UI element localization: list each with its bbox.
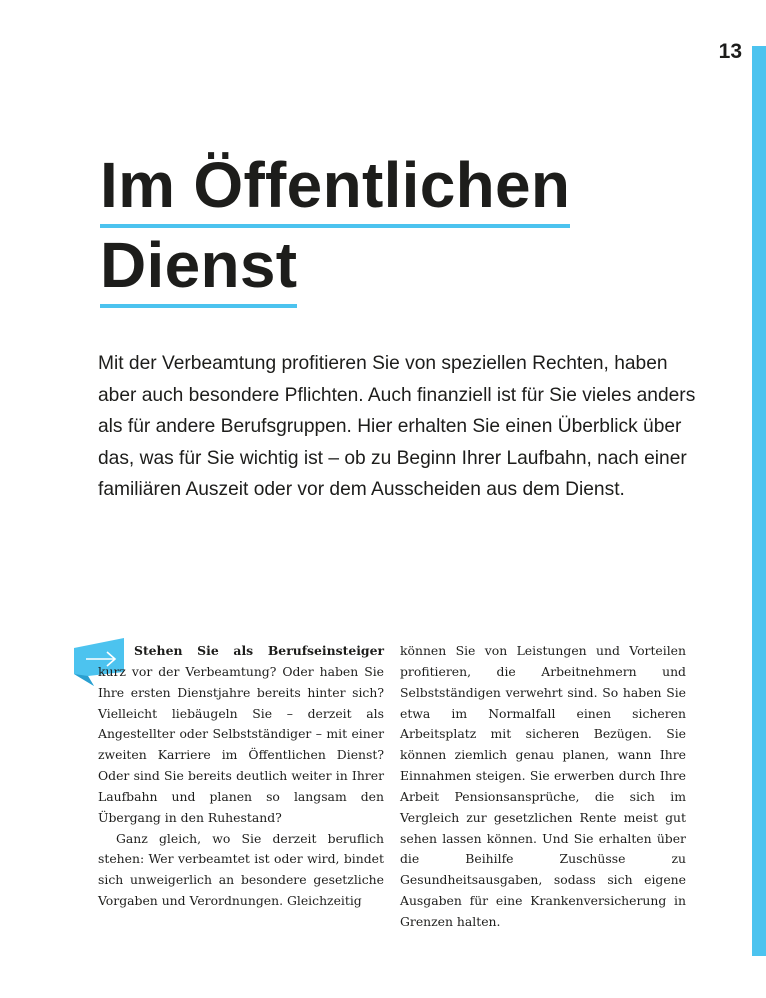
chapter-title-line-1: Im Öffentlichen: [100, 148, 570, 228]
body-paragraph-1: [98, 641, 384, 829]
page-number: 13: [718, 40, 742, 63]
chapter-title: [100, 148, 570, 308]
lead-in-text: Stehen Sie als Berufseinsteiger: [134, 643, 384, 658]
side-accent-bar: [752, 46, 766, 956]
intro-paragraph: Mit der Verbeamtung profitieren Sie von speziellen Rechten, haben aber auch besondere Pflichten. Auch finanziell ist für Sie vieles anders als für andere Berufsgruppen. Hier erhalten Sie einen Überblick über das, was für Sie wichtig ist – ob zu Beginn Ihrer Laufbahn, nach einer familiären Auszeit oder vor dem Ausscheiden aus dem Dienst.: [98, 353, 696, 501]
chapter-title-line-2: Dienst: [100, 228, 297, 308]
body-paragraph-1-text: kurz vor der Verbeamtung? Oder haben Sie Ihre ersten Dienstjahre bereits hinter sich? Vielleicht liebäugeln Sie – derzeit als Angestellter oder Selbstständiger – mit einer zweiten Karriere im Öffentlichen Dienst? Oder sind Sie bereits deutlich weiter in Ihrer Laufbahn und planen so langsam den Übergang in den Ruhestand?: [98, 663, 384, 825]
body-paragraph-2-continued: können Sie von Leistungen und Vorteilen profitieren, die Arbeitnehmern und Selbstständigen verwehrt sind. So haben Sie etwa im Normalfall einen sicheren Arbeitsplatz mit sicheren Bezügen. Sie können ziemlich genau planen, wann Ihre Einnahmen steigen. Sie erwerben durch Ihre Arbeit Pensionsansprüche, die sich im Vergleich zur gesetzlichen Rente meist gut sehen lassen können. Und Sie erhalten über die Beihilfe Zuschüsse zu Gesundheitsausgaben, sodass sich eigene Ausgaben für eine Krankenversicherung in Grenzen halten.: [400, 643, 686, 929]
body-column-right: [400, 641, 686, 933]
body-paragraph-2: Ganz gleich, wo Sie derzeit beruflich stehen: Wer verbeamtet ist oder wird, bindet sich unweigerlich an besondere gesetzliche Vorgaben und Verordnungen. Gleichzeitig: [98, 830, 384, 909]
body-column-left: [98, 641, 384, 912]
